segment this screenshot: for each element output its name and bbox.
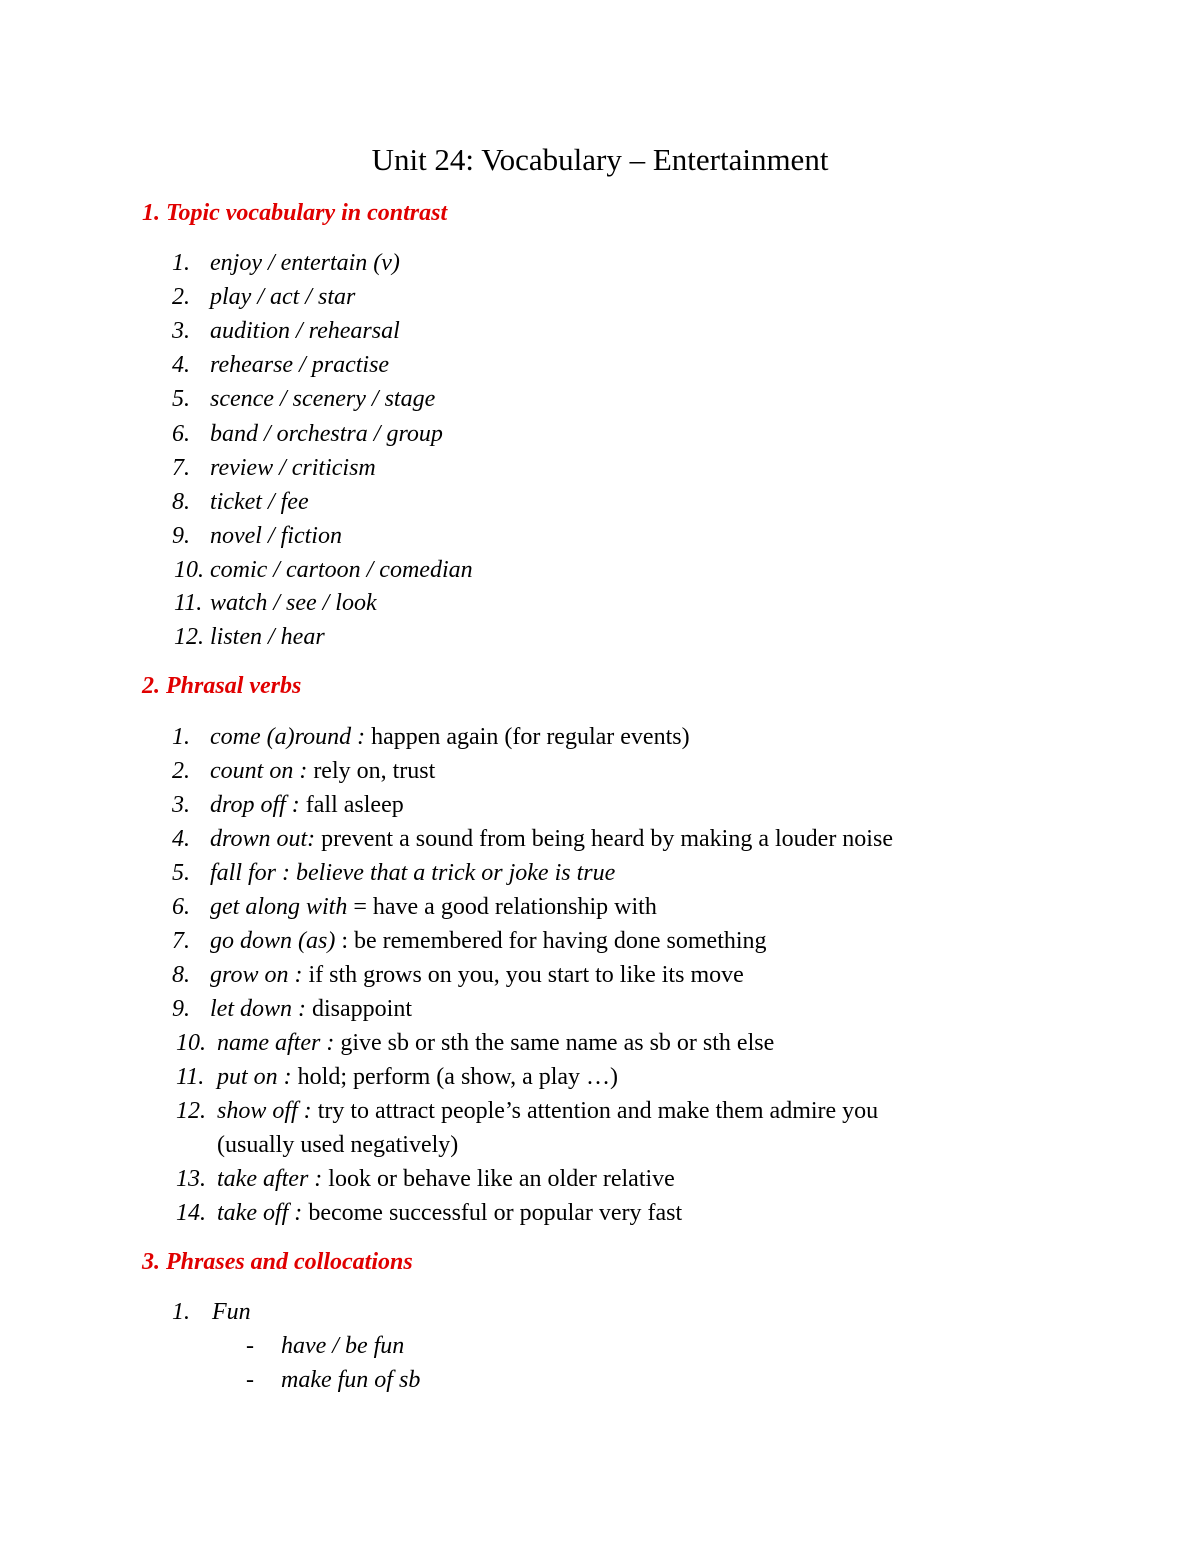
item-number: 5. (172, 386, 190, 412)
item-number: 4. (172, 352, 190, 378)
item-number: 9. (172, 523, 190, 549)
definition: prevent a sound from being heard by making a louder noise (321, 826, 893, 852)
item-number: 8. (172, 489, 190, 515)
item-text: Fun (212, 1299, 251, 1325)
item-number: 3. (172, 318, 190, 344)
item-number: 2. (172, 758, 190, 784)
definition: disappoint (312, 996, 412, 1022)
sub-item-text: make fun of sb (281, 1367, 421, 1393)
definition: hold; perform (a show, a play …) (297, 1064, 619, 1090)
item-number: 14. (176, 1200, 206, 1226)
item-text: novel / fiction (210, 523, 342, 549)
item-number: 1. (172, 1299, 190, 1325)
section-heading-topic-vocabulary: 1. Topic vocabulary in contrast (142, 200, 448, 226)
page-title: Unit 24: Vocabulary – Entertainment (371, 142, 829, 177)
definition: : be remembered for having done something (341, 928, 767, 954)
dash-bullet: - (246, 1333, 254, 1359)
item-number: 8. (172, 962, 190, 988)
item-number: 9. (172, 996, 190, 1022)
definition: if sth grows on you, you start to like its move (308, 962, 744, 988)
phrasal-verb: put on : (217, 1064, 298, 1090)
section-heading-phrases-collocations: 3. Phrases and collocations (142, 1249, 413, 1275)
item-text: watch / see / look (210, 590, 377, 616)
item-text: listen / hear (210, 624, 325, 650)
item-number: 5. (172, 860, 190, 886)
definition: = have a good relationship with (353, 894, 657, 920)
phrasal-verb: drown out: (210, 826, 322, 852)
item-number: 12. (176, 1098, 206, 1124)
phrasal-verb: name after : (217, 1030, 341, 1056)
item-number: 11. (176, 1064, 205, 1090)
item-text: ticket / fee (210, 489, 309, 515)
phrasal-verb: drop off : (210, 792, 306, 818)
item-text: play / act / star (210, 284, 356, 310)
phrasal-verb: let down : (210, 996, 312, 1022)
definition: give sb or sth the same name as sb or sth else (340, 1030, 775, 1056)
phrasal-verb: come (a)round : (210, 724, 372, 750)
item-number: 13. (176, 1166, 206, 1192)
item-text: review / criticism (210, 455, 376, 481)
sub-item-text: have / be fun (281, 1333, 405, 1359)
item-number: 7. (172, 455, 190, 481)
definition: try to attract people’s attention and make them admire you (317, 1098, 879, 1124)
item-number: 2. (172, 284, 190, 310)
item-text: audition / rehearsal (210, 318, 400, 344)
phrasal-verb: show off : (217, 1098, 318, 1124)
definition: rely on, trust (313, 758, 436, 784)
definition: happen again (for regular events) (371, 724, 690, 750)
item-number: 4. (172, 826, 190, 852)
phrasal-verb: grow on : (210, 962, 309, 988)
phrasal-verb: get along with (210, 894, 354, 920)
definition: become successful or popular very fast (308, 1200, 683, 1226)
definition: fall asleep (305, 792, 404, 818)
item-text: rehearse / practise (210, 352, 390, 378)
phrasal-verb: go down (as) (210, 928, 342, 954)
item-number: 12. (174, 624, 204, 650)
item-number: 3. (172, 792, 190, 818)
definition: look or behave like an older relative (328, 1166, 675, 1192)
item-text: enjoy / entertain (v) (210, 250, 400, 276)
item-number: 11. (174, 590, 203, 616)
phrasal-verb: fall for : believe that a trick or joke is true (210, 860, 616, 886)
item-text: band / orchestra / group (210, 421, 443, 447)
item-number: 6. (172, 421, 190, 447)
item-number: 1. (172, 250, 190, 276)
item-number: 10. (176, 1030, 206, 1056)
item-number: 1. (172, 724, 190, 750)
item-text: comic / cartoon / comedian (210, 557, 473, 583)
item-number: 7. (172, 928, 190, 954)
phrasal-verb: take off : (217, 1200, 309, 1226)
definition-continuation: (usually used negatively) (217, 1132, 459, 1158)
phrasal-verb: take after : (217, 1166, 329, 1192)
section-heading-phrasal-verbs: 2. Phrasal verbs (142, 673, 302, 699)
item-number: 6. (172, 894, 190, 920)
phrasal-verb: count on : (210, 758, 314, 784)
item-number: 10. (174, 557, 204, 583)
item-text: scence / scenery / stage (210, 386, 436, 412)
dash-bullet: - (246, 1367, 254, 1393)
